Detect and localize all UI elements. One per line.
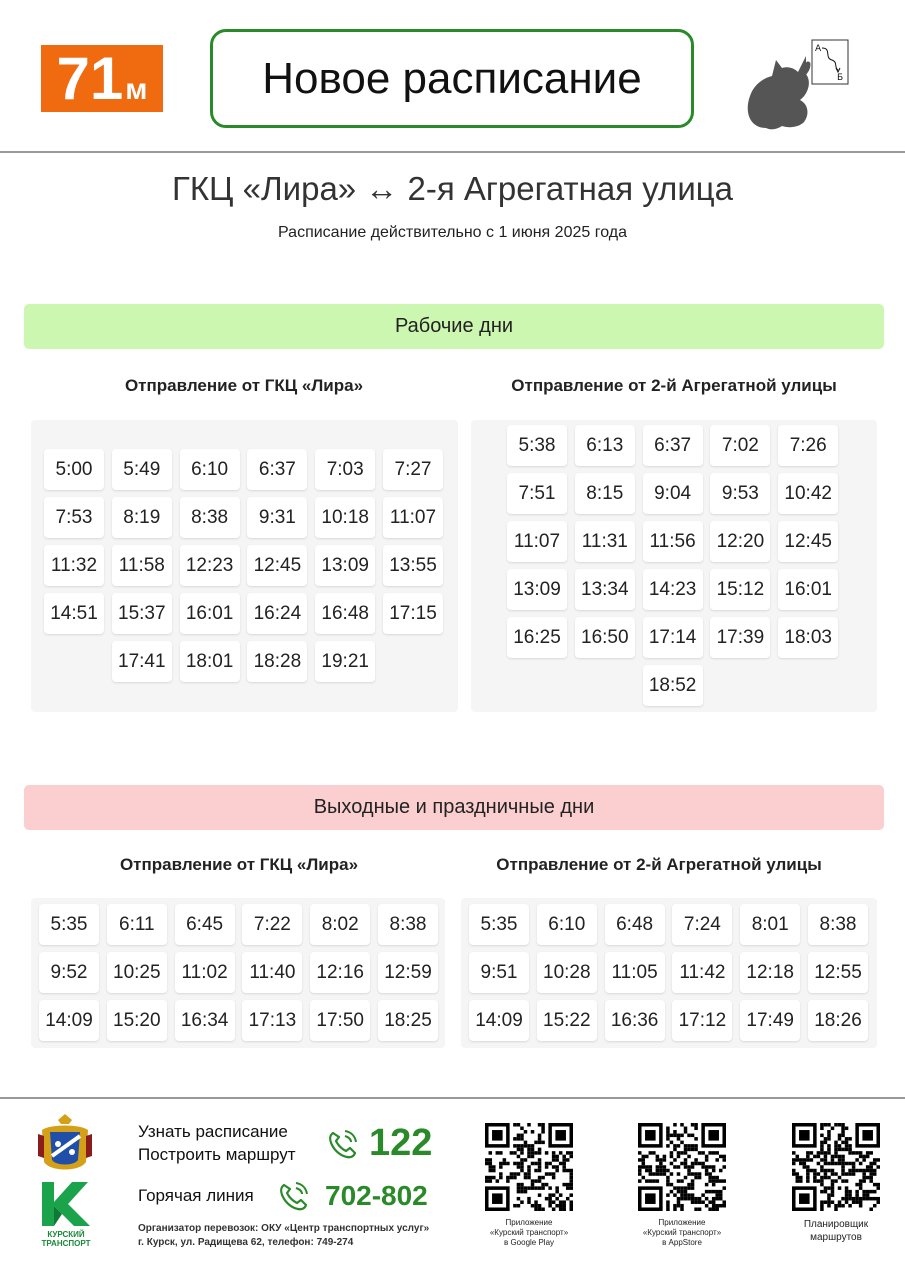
departure-time: 14:51 — [44, 593, 104, 634]
logo-letter-b: Б — [837, 73, 844, 83]
departure-time: 14:09 — [469, 1000, 529, 1041]
departure-time: 9:53 — [710, 473, 770, 514]
departure-time: 17:50 — [310, 1000, 370, 1041]
departure-time: 9:52 — [39, 952, 99, 993]
info-route-label: Построить маршрут — [138, 1145, 296, 1164]
workdays-agregatnaya-grid — [471, 420, 877, 712]
qr-code-route-planner[interactable] — [792, 1123, 880, 1211]
hotline-phone-icon — [276, 1179, 310, 1213]
route-number: 71 — [56, 45, 124, 112]
hotline-label: Горячая линия — [138, 1186, 254, 1205]
departure-time: 19:21 — [315, 641, 375, 682]
departure-time: 7:53 — [44, 497, 104, 538]
departure-time: 16:36 — [605, 1000, 665, 1041]
departure-time: 12:55 — [808, 952, 868, 993]
qr-code-google-play[interactable] — [485, 1123, 573, 1211]
departure-time: 8:01 — [740, 904, 800, 945]
workdays-lira-title: Отправление от ГКЦ «Лира» — [124, 376, 364, 395]
page-title: Новое расписание — [210, 29, 694, 128]
info-phone-number: 122 — [369, 1122, 433, 1164]
departure-time: 6:13 — [575, 425, 635, 466]
departure-time: 11:42 — [672, 952, 732, 993]
departure-time: 18:25 — [378, 1000, 438, 1041]
departure-time: 18:52 — [643, 665, 703, 706]
qr-appstore-caption: Приложение «Курский транспорт» в AppStore — [642, 1218, 722, 1247]
departure-time: 6:10 — [537, 904, 597, 945]
logo-letter-a: А — [815, 44, 822, 54]
info-schedule-label: Узнать расписание — [138, 1122, 288, 1141]
departure-time: 12:59 — [378, 952, 438, 993]
departure-time: 7:27 — [383, 449, 443, 490]
departure-time: 17:12 — [672, 1000, 732, 1041]
departure-time: 14:09 — [39, 1000, 99, 1041]
departure-time: 16:50 — [575, 617, 635, 658]
departure-time: 11:07 — [507, 521, 567, 562]
departure-time: 10:18 — [315, 497, 375, 538]
kursk-transport-logo-text: КУРСКИЙ ТРАНСПОРТ — [41, 1230, 91, 1248]
departure-time: 16:25 — [507, 617, 567, 658]
departure-time: 16:34 — [175, 1000, 235, 1041]
valid-from-date: Расписание действительно с 1 июня 2025 года — [278, 224, 627, 241]
departure-time: 17:39 — [710, 617, 770, 658]
route-number-badge — [41, 45, 163, 112]
departure-time: 13:09 — [507, 569, 567, 610]
departure-time: 11:05 — [605, 952, 665, 993]
departure-time: 15:37 — [112, 593, 172, 634]
route-name: ГКЦ «Лира» ↔ 2-я Агрегатная улица — [171, 170, 734, 207]
departure-time: 9:51 — [469, 952, 529, 993]
departure-time: 9:31 — [247, 497, 307, 538]
qr-google-caption: Приложение «Курский транспорт» в Google Play — [489, 1218, 569, 1247]
departure-time: 16:48 — [315, 593, 375, 634]
departure-time: 5:35 — [39, 904, 99, 945]
departure-time: 11:07 — [383, 497, 443, 538]
departure-time: 5:49 — [112, 449, 172, 490]
departure-time: 7:22 — [242, 904, 302, 945]
departure-time: 6:48 — [605, 904, 665, 945]
departure-time: 17:49 — [740, 1000, 800, 1041]
departure-time: 6:37 — [247, 449, 307, 490]
hotline-phone-number: 702-802 — [325, 1180, 428, 1211]
departure-time: 10:25 — [107, 952, 167, 993]
departure-time: 6:45 — [175, 904, 235, 945]
phone-icon — [325, 1127, 359, 1161]
coat-of-arms-icon — [36, 1114, 94, 1176]
departure-time: 7:02 — [710, 425, 770, 466]
departure-time: 8:38 — [808, 904, 868, 945]
qr-planner-caption: Планировщик маршрутов — [803, 1219, 869, 1243]
cat-logo-icon — [742, 38, 852, 130]
departure-time: 8:38 — [180, 497, 240, 538]
departure-time: 8:15 — [575, 473, 635, 514]
departure-time: 5:35 — [469, 904, 529, 945]
kursk-transport-logo-icon — [38, 1180, 94, 1228]
departure-time: 11:32 — [44, 545, 104, 586]
departure-time: 12:45 — [247, 545, 307, 586]
departure-time: 17:13 — [242, 1000, 302, 1041]
departure-time: 13:09 — [315, 545, 375, 586]
departure-time: 17:15 — [383, 593, 443, 634]
departure-time: 6:10 — [180, 449, 240, 490]
departure-time: 18:01 — [180, 641, 240, 682]
departure-time: 11:31 — [575, 521, 635, 562]
weekends-lira-grid — [31, 898, 445, 1048]
departure-time: 11:40 — [242, 952, 302, 993]
weekends-agregatnaya-grid — [461, 898, 877, 1048]
departure-time: 7:51 — [507, 473, 567, 514]
departure-time: 9:04 — [643, 473, 703, 514]
route-suffix: м — [125, 73, 148, 106]
footer-divider — [0, 1097, 905, 1099]
departure-time: 11:56 — [643, 521, 703, 562]
departure-time: 6:37 — [643, 425, 703, 466]
workdays-lira-grid — [31, 420, 458, 712]
departure-time: 5:38 — [507, 425, 567, 466]
departure-time: 7:24 — [672, 904, 732, 945]
departure-time: 15:20 — [107, 1000, 167, 1041]
departure-time: 13:34 — [575, 569, 635, 610]
departure-time: 18:28 — [247, 641, 307, 682]
departure-time: 11:02 — [175, 952, 235, 993]
departure-time: 7:26 — [778, 425, 838, 466]
departure-time: 16:01 — [180, 593, 240, 634]
departure-time: 15:12 — [710, 569, 770, 610]
departure-time: 17:14 — [643, 617, 703, 658]
departure-time: 12:23 — [180, 545, 240, 586]
departure-time: 12:16 — [310, 952, 370, 993]
organizer-info: Организатор перевозок: ОКУ «Центр транспортных услуг» г. Курск, ул. Радищева 62, телефон: 749-274 — [138, 1223, 430, 1248]
departure-time: 6:11 — [107, 904, 167, 945]
departure-time: 18:26 — [808, 1000, 868, 1041]
departure-time: 12:18 — [740, 952, 800, 993]
departure-time: 14:23 — [643, 569, 703, 610]
departure-time: 7:03 — [315, 449, 375, 490]
departure-time: 16:24 — [247, 593, 307, 634]
workdays-agregatnaya-title: Отправление от 2-й Агрегатной улицы — [511, 376, 837, 395]
qr-code-appstore[interactable] — [638, 1123, 726, 1211]
workdays-header: Рабочие дни — [24, 304, 884, 349]
departure-time: 12:20 — [710, 521, 770, 562]
header-divider — [0, 151, 905, 153]
weekends-header: Выходные и праздничные дни — [24, 785, 884, 830]
departure-time: 10:42 — [778, 473, 838, 514]
weekends-agregatnaya-title: Отправление от 2-й Агрегатной улицы — [496, 855, 822, 874]
departure-time: 13:55 — [383, 545, 443, 586]
departure-time: 12:45 — [778, 521, 838, 562]
departure-time: 16:01 — [778, 569, 838, 610]
departure-time: 5:00 — [44, 449, 104, 490]
departure-time: 18:03 — [778, 617, 838, 658]
departure-time: 15:22 — [537, 1000, 597, 1041]
departure-time: 11:58 — [112, 545, 172, 586]
departure-time: 10:28 — [537, 952, 597, 993]
departure-time: 8:19 — [112, 497, 172, 538]
weekends-lira-title: Отправление от ГКЦ «Лира» — [119, 855, 359, 874]
departure-time: 17:41 — [112, 641, 172, 682]
departure-time: 8:38 — [378, 904, 438, 945]
departure-time: 8:02 — [310, 904, 370, 945]
